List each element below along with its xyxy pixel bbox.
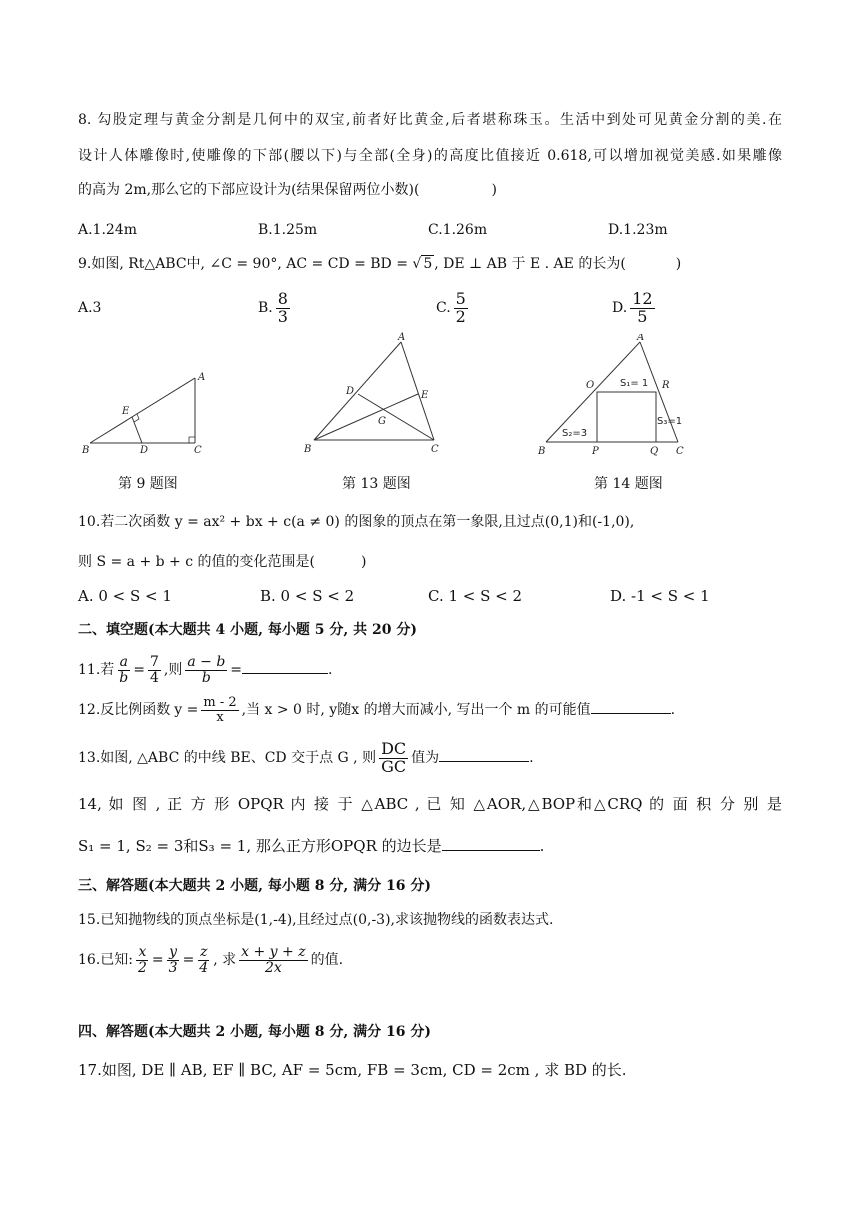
q12	[78, 690, 675, 730]
section-2-title: 二、填空题(本大题共 4 小题, 每小题 5 分, 共 20 分)	[78, 622, 417, 638]
q8-line3	[78, 180, 497, 200]
q9-text-b: , DE ⊥ AB 于 E . AE 的长为(	[434, 256, 626, 272]
figure-13-triangle	[298, 332, 448, 460]
q14-line2	[78, 836, 544, 856]
q9-stem	[78, 254, 681, 274]
section-4-title: 四、解答题(本大题共 2 小题, 每小题 8 分, 满分 16 分)	[78, 1024, 431, 1040]
q10-line2-text: 则 S = a + b + c 的值的变化范围是(	[78, 554, 315, 570]
frac-num: a	[119, 653, 128, 670]
frac-num: 7	[149, 653, 159, 670]
q15-text: 15.已知抛物线的顶点坐标是(1,-4),且经过点(0,-3),求该抛物线的函数表达式.	[78, 912, 554, 928]
fig14-label-s3: S₃=1	[657, 416, 683, 427]
q10-line1: 10.若二次函数 y = ax² + bx + c(a ≠ 0) 的图象的顶点在第一象限,且过点(0,1)和(-1,0),	[78, 514, 635, 530]
frac-num: DC	[381, 738, 407, 758]
q8-line3-text: 的高为 2m,那么它的下部应设计为(结果保留两位小数)(	[78, 182, 420, 198]
q11-mid: ,则	[163, 662, 183, 678]
fig9-label-d: D	[140, 445, 149, 456]
q16-mid: , 求	[213, 952, 237, 968]
q16-end: 的值.	[310, 952, 344, 968]
q13-dot: .	[529, 750, 534, 766]
q9-option-d-prefix: D.	[612, 300, 628, 316]
frac-den: 2	[455, 306, 466, 326]
fig14-label-p: P	[592, 446, 599, 457]
q9-text-a: 9.如图, Rt△ABC中, ∠C = 90°, AC = CD = BD =	[78, 256, 413, 272]
frac-num: 8	[277, 288, 288, 308]
q9-option-c-prefix: C.	[436, 300, 451, 316]
q11-frac-7-4	[148, 655, 161, 685]
frac-num: m - 2	[203, 694, 237, 710]
q8-line2: 设计人体雕像时,使雕像的下部(腰以下)与全部(全身)的高度比值接近 0.618,可以增加视觉美感.如果雕像	[78, 148, 782, 164]
frac-den: 2	[137, 959, 147, 976]
q10-option-a: A. 0 < S < 1	[78, 587, 172, 605]
q9-option-b	[258, 286, 293, 330]
fig14-label-c: C	[676, 446, 684, 457]
frac-den: b	[119, 669, 129, 686]
fig13-label-a: A	[398, 332, 406, 343]
q11-frac-target	[185, 655, 227, 685]
q9-option-b-prefix: B.	[258, 300, 273, 316]
q13-frac	[379, 738, 408, 776]
q11-prefix: 11.若	[78, 662, 115, 678]
q16-frac-target	[239, 945, 307, 975]
q9-option-b-frac	[276, 288, 290, 326]
q16-frac-y	[167, 945, 180, 975]
fig13-label-d: D	[346, 386, 355, 397]
q12-answer-blank[interactable]	[591, 699, 671, 714]
frac-den: x	[216, 709, 224, 725]
q16-frac-z	[197, 945, 210, 975]
q9-sqrt: √ 5	[412, 256, 433, 272]
frac-den: 5	[637, 306, 648, 326]
q16-frac-x	[136, 945, 149, 975]
q14-dot: .	[539, 837, 545, 855]
fig14-label-q: Q	[650, 446, 659, 457]
frac-num: a − b	[187, 653, 226, 670]
frac-den: 4	[199, 959, 209, 976]
q9-option-a: A.3	[78, 300, 102, 316]
q9-option-d-frac	[630, 288, 654, 326]
q13-answer-blank[interactable]	[439, 747, 529, 762]
q10-line2-end: )	[361, 554, 367, 570]
q8-option-a: A.1.24m	[78, 222, 138, 238]
q8-option-c: C.1.26m	[428, 222, 488, 238]
frac-num: x	[138, 943, 147, 960]
q9-sqrt-value: 5	[423, 256, 433, 272]
frac-num: y	[169, 943, 178, 960]
q11-equals: =	[133, 662, 145, 678]
q9-option-c-frac	[454, 288, 468, 326]
figure-9-triangle	[80, 370, 210, 460]
frac-num: x + y + z	[241, 943, 306, 960]
q13	[78, 736, 534, 780]
frac-den: 4	[149, 669, 159, 686]
fig9-label-c: C	[194, 445, 202, 456]
q8-option-b: B.1.25m	[258, 222, 318, 238]
fig14-label-o: O	[586, 380, 595, 391]
q12-y-eq: y =	[174, 702, 199, 718]
q13-text: 值为	[411, 750, 440, 766]
frac-num: 12	[632, 288, 653, 308]
q12-prefix: 12.反比例函数	[78, 702, 171, 718]
frac-num: 5	[455, 288, 466, 308]
fig14-label-b: B	[538, 446, 546, 457]
q16-prefix: 16.已知:	[78, 952, 133, 968]
q9-option-c	[436, 286, 471, 330]
frac-den: GC	[381, 756, 407, 776]
q16: 16.已知: $\frac{x}{2}$ = $\frac{y}{3}$ = $\frac{z}{4}$ , 求 $\frac{x + y + z}{2x}$ 的值.	[78, 943, 344, 976]
q9-text-end: )	[675, 256, 682, 272]
q9-option-d	[612, 286, 658, 330]
q10-option-b: B. 0 < S < 2	[260, 587, 355, 605]
q8-line3-end: )	[491, 182, 497, 198]
fig9-label-e: E	[122, 406, 130, 417]
q14-answer-blank[interactable]	[442, 836, 540, 851]
frac-den: 2x	[264, 959, 282, 976]
figure-14-caption: 第 14 题图	[594, 476, 663, 492]
fig9-label-b: B	[82, 445, 90, 456]
frac-den: 3	[168, 959, 178, 976]
q14-line1: 14, 如 图 , 正 方 形 OPQR 内 接 于 △ABC , 已 知 △AOR,△BOP和△CRQ 的 面 积 分 别 是	[78, 795, 782, 813]
q11-dot: .	[328, 662, 333, 678]
fig14-label-s1: S₁= 1	[620, 378, 649, 389]
section-3-title: 三、解答题(本大题共 2 小题, 每小题 8 分, 满分 16 分)	[78, 878, 431, 894]
frac-den: 3	[277, 306, 288, 326]
q11-frac-a-b	[117, 655, 130, 685]
frac-den: b	[201, 669, 211, 686]
q10-line2	[78, 552, 366, 572]
q11-answer-blank[interactable]	[242, 659, 328, 674]
fig14-label-a: A	[637, 334, 645, 343]
fig9-label-a: A	[198, 372, 206, 383]
q12-frac	[201, 696, 238, 724]
fig13-label-g: G	[378, 416, 386, 427]
q8-option-d: D.1.23m	[608, 222, 668, 238]
fig13-label-b: B	[304, 444, 312, 455]
q10-option-d: D. -1 < S < 1	[610, 587, 710, 605]
q11	[78, 650, 332, 690]
figure-13-caption: 第 13 题图	[342, 476, 411, 492]
q12-text: ,当 x > 0 时, y随x 的增大而减小, 写出一个 m 的可能值	[241, 702, 591, 718]
q8-line1: 8. 勾股定理与黄金分割是几何中的双宝,前者好比黄金,后者堪称珠玉。生活中到处可见黄金分割的美.在	[78, 112, 782, 128]
q13-prefix: 13.如图, △ABC 的中线 BE、CD 交于点 G , 则	[78, 750, 377, 766]
fig14-label-s2: S₂=3	[562, 428, 588, 439]
q17-text: 17.如图, DE ∥ AB, EF ∥ BC, AF = 5cm, FB = 3cm, CD = 2cm , 求 BD 的长.	[78, 1061, 627, 1079]
fig13-label-c: C	[431, 444, 439, 455]
q11-end-equals: =	[230, 662, 243, 678]
q14-line2-text: S₁ = 1, S₂ = 3和S₃ = 1, 那么正方形OPQR 的边长是	[78, 837, 442, 855]
figure-14-triangle	[534, 334, 694, 460]
fig14-label-r: R	[662, 380, 670, 391]
figure-9-caption: 第 9 题图	[118, 476, 178, 492]
q10-option-c: C. 1 < S < 2	[428, 587, 523, 605]
q12-dot: .	[670, 702, 676, 718]
fig13-label-e: E	[421, 390, 429, 401]
frac-num: z	[200, 943, 208, 960]
